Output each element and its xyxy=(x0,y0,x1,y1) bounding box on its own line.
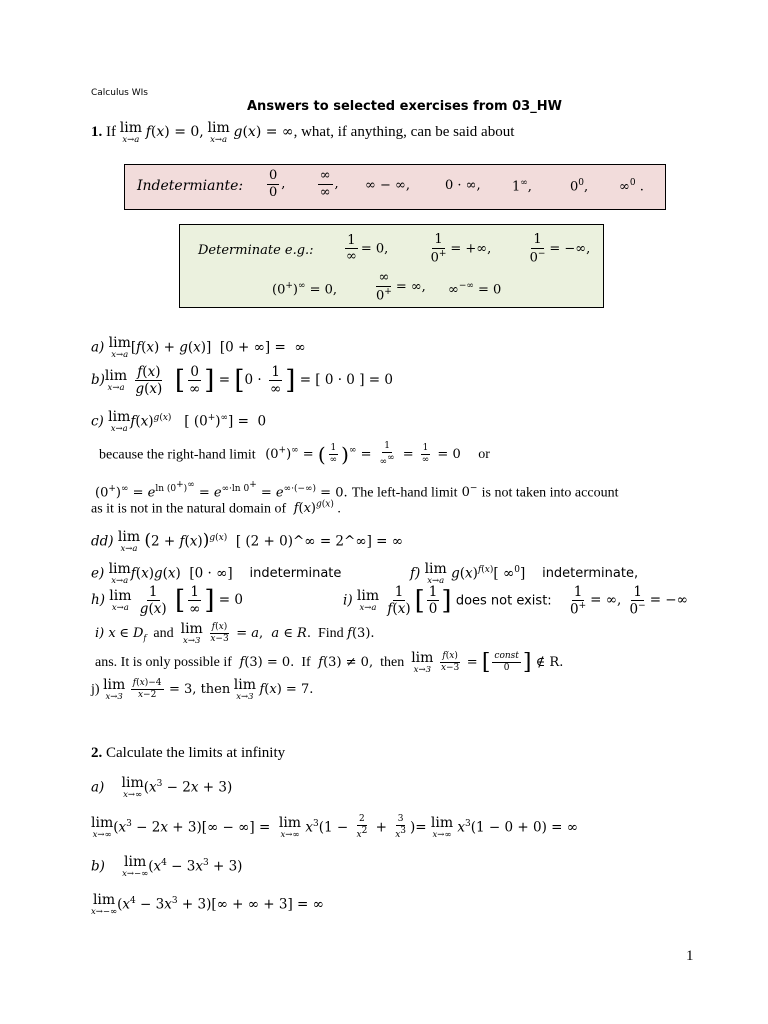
page-title: Answers to selected exercises from 03_HW xyxy=(247,99,562,114)
question-1: 1. If lim x→a f(x) = 0, lim x→a g(x) = ∞, what, if anything, can be said about xyxy=(91,120,515,145)
part-dd: dd) lim x→a $(2 + f(x))^{g(x)}$ [ (2 + 0)^∞ = 2^∞] = ∞ xyxy=(91,529,403,554)
answer-line: ans. It is only possible if f(3) = 0. If f(3) ≠ 0, then lim x→3 $\frac{f(x)}{x-3}$ = [ $\frac{\text{const}}{0}$ ] ∉ R. xyxy=(95,650,564,676)
form-one-pow-inf: 1∞, xyxy=(512,178,532,195)
question-number: 1. xyxy=(91,124,103,141)
q2-part-b-work: lim x→−∞ $(x^4 - 3x^3 + 3)[\infty$ + ∞ + 3] = ∞ xyxy=(91,892,324,917)
determinate-label: Determinate e.g.: xyxy=(198,243,314,258)
determinate-row2a: (0+)∞ = 0, xyxy=(272,281,338,298)
determinate-row1: $\frac{1}{\infty}$ = 0, $\frac{1}{0^+}$ = +∞, $\frac{1}{0^-}$ = −∞, xyxy=(346,232,591,265)
part-c-because: because the right-hand limit (0+)∞ = ( $\frac{1}{\infty}$ )∞ = $\frac{1}{\infty^\infty}$ = $\frac{1}{\infty}$ = 0 or xyxy=(99,441,490,468)
q2-part-b: b) lim x→−∞ $(x^4 - 3x^3 + 3)$ xyxy=(91,854,243,879)
page-number: 1 xyxy=(686,948,694,964)
determinate-row2c: ∞−∞ = 0 xyxy=(448,281,502,298)
determinate-row2b: $\frac{\infty}{0^+}$ = ∞, xyxy=(376,270,426,303)
part-c-line2: $(0^+)^\infty = e^{ln (0^+)^\infty} = e^{\infty\cdot ln 0^+} = e^{\infty\cdot(-\infty)} = 0$. The left-hand limit 0− is not taken into account xyxy=(95,480,619,501)
part-i2: i) x ∈ $D_f$ and lim x→3 $\frac{f(x)}{x-3}$ = a, a ∈ R. Find f(3). xyxy=(95,621,375,646)
form-zero-times-inf: 0 · ∞, xyxy=(445,178,481,193)
form-zero-pow-zero: $0^0$, xyxy=(570,178,589,195)
course-label: Calculus WIs xyxy=(91,88,148,98)
part-i: i) lim x→a $\frac{1}{f(x)}$ [ $\frac{1}{0}$ ] does not exist: $\frac{1}{0^+}$ = ∞, $\frac{1}{0^-}$ = −∞ xyxy=(343,584,688,618)
question-2: 2. Calculate the limits at infinity xyxy=(91,745,286,761)
part-h: h) lim x→a $\frac{1}{g(x)}$ [ $\frac{1}{\infty}$ ] = 0 xyxy=(91,584,243,618)
indeterminate-label: Indetermiante: xyxy=(137,178,244,194)
part-a: a) lim x→a [f(x) + g(x)] [0 + ∞] = ∞ xyxy=(91,335,306,360)
indeterminate-forms: $\frac{0}{0}$ , $\frac{\infty}{\infty}$ , xyxy=(269,168,339,200)
part-c-line3: as it is not in the natural domain of $f(x)^{g(x)}$ . xyxy=(91,500,341,517)
determinate-box xyxy=(179,224,604,308)
part-j: j) lim x→3 $\frac{f(x)-4}{x-2}$ = 3, then lim x→3 f(x) = 7. xyxy=(91,677,314,702)
form-inf-minus-inf: ∞ − ∞, xyxy=(365,178,410,193)
part-b: b) lim x→a $\frac{f(x)}{g(x)}$ [ $\frac{0}{\infty}$ ] = [0 · $\frac{1}{\infty}$ ] = [ 0 · 0 ] = 0 xyxy=(91,364,393,398)
q2-part-a: a) lim x→∞ $(x^3 - 2x + 3)$ xyxy=(91,775,233,800)
form-inf-pow-zero: ∞$^0$ . xyxy=(619,178,644,195)
part-c: c) lim x→a $f(x)^{g(x)}$ [ (0+)∞] = 0 xyxy=(91,409,267,434)
part-e: e) lim x→a f(x)g(x) [0 · ∞] indeterminate xyxy=(91,561,342,586)
part-f: f) lim x→a $g(x)^{f(x)}$[ ∞$^0$] indeterminate, xyxy=(410,561,639,586)
indeterminate-box xyxy=(124,164,666,210)
q2-part-a-work: lim x→∞ $(x^3 - 2x + 3)[\infty$ − ∞] = lim x→∞ $x^3(1$ − $\frac{2}{x^2}$ + $\frac{3}{x^3}$ )= lim x→∞ $x^3(1 - 0 + 0)$ = ∞ xyxy=(91,814,579,841)
